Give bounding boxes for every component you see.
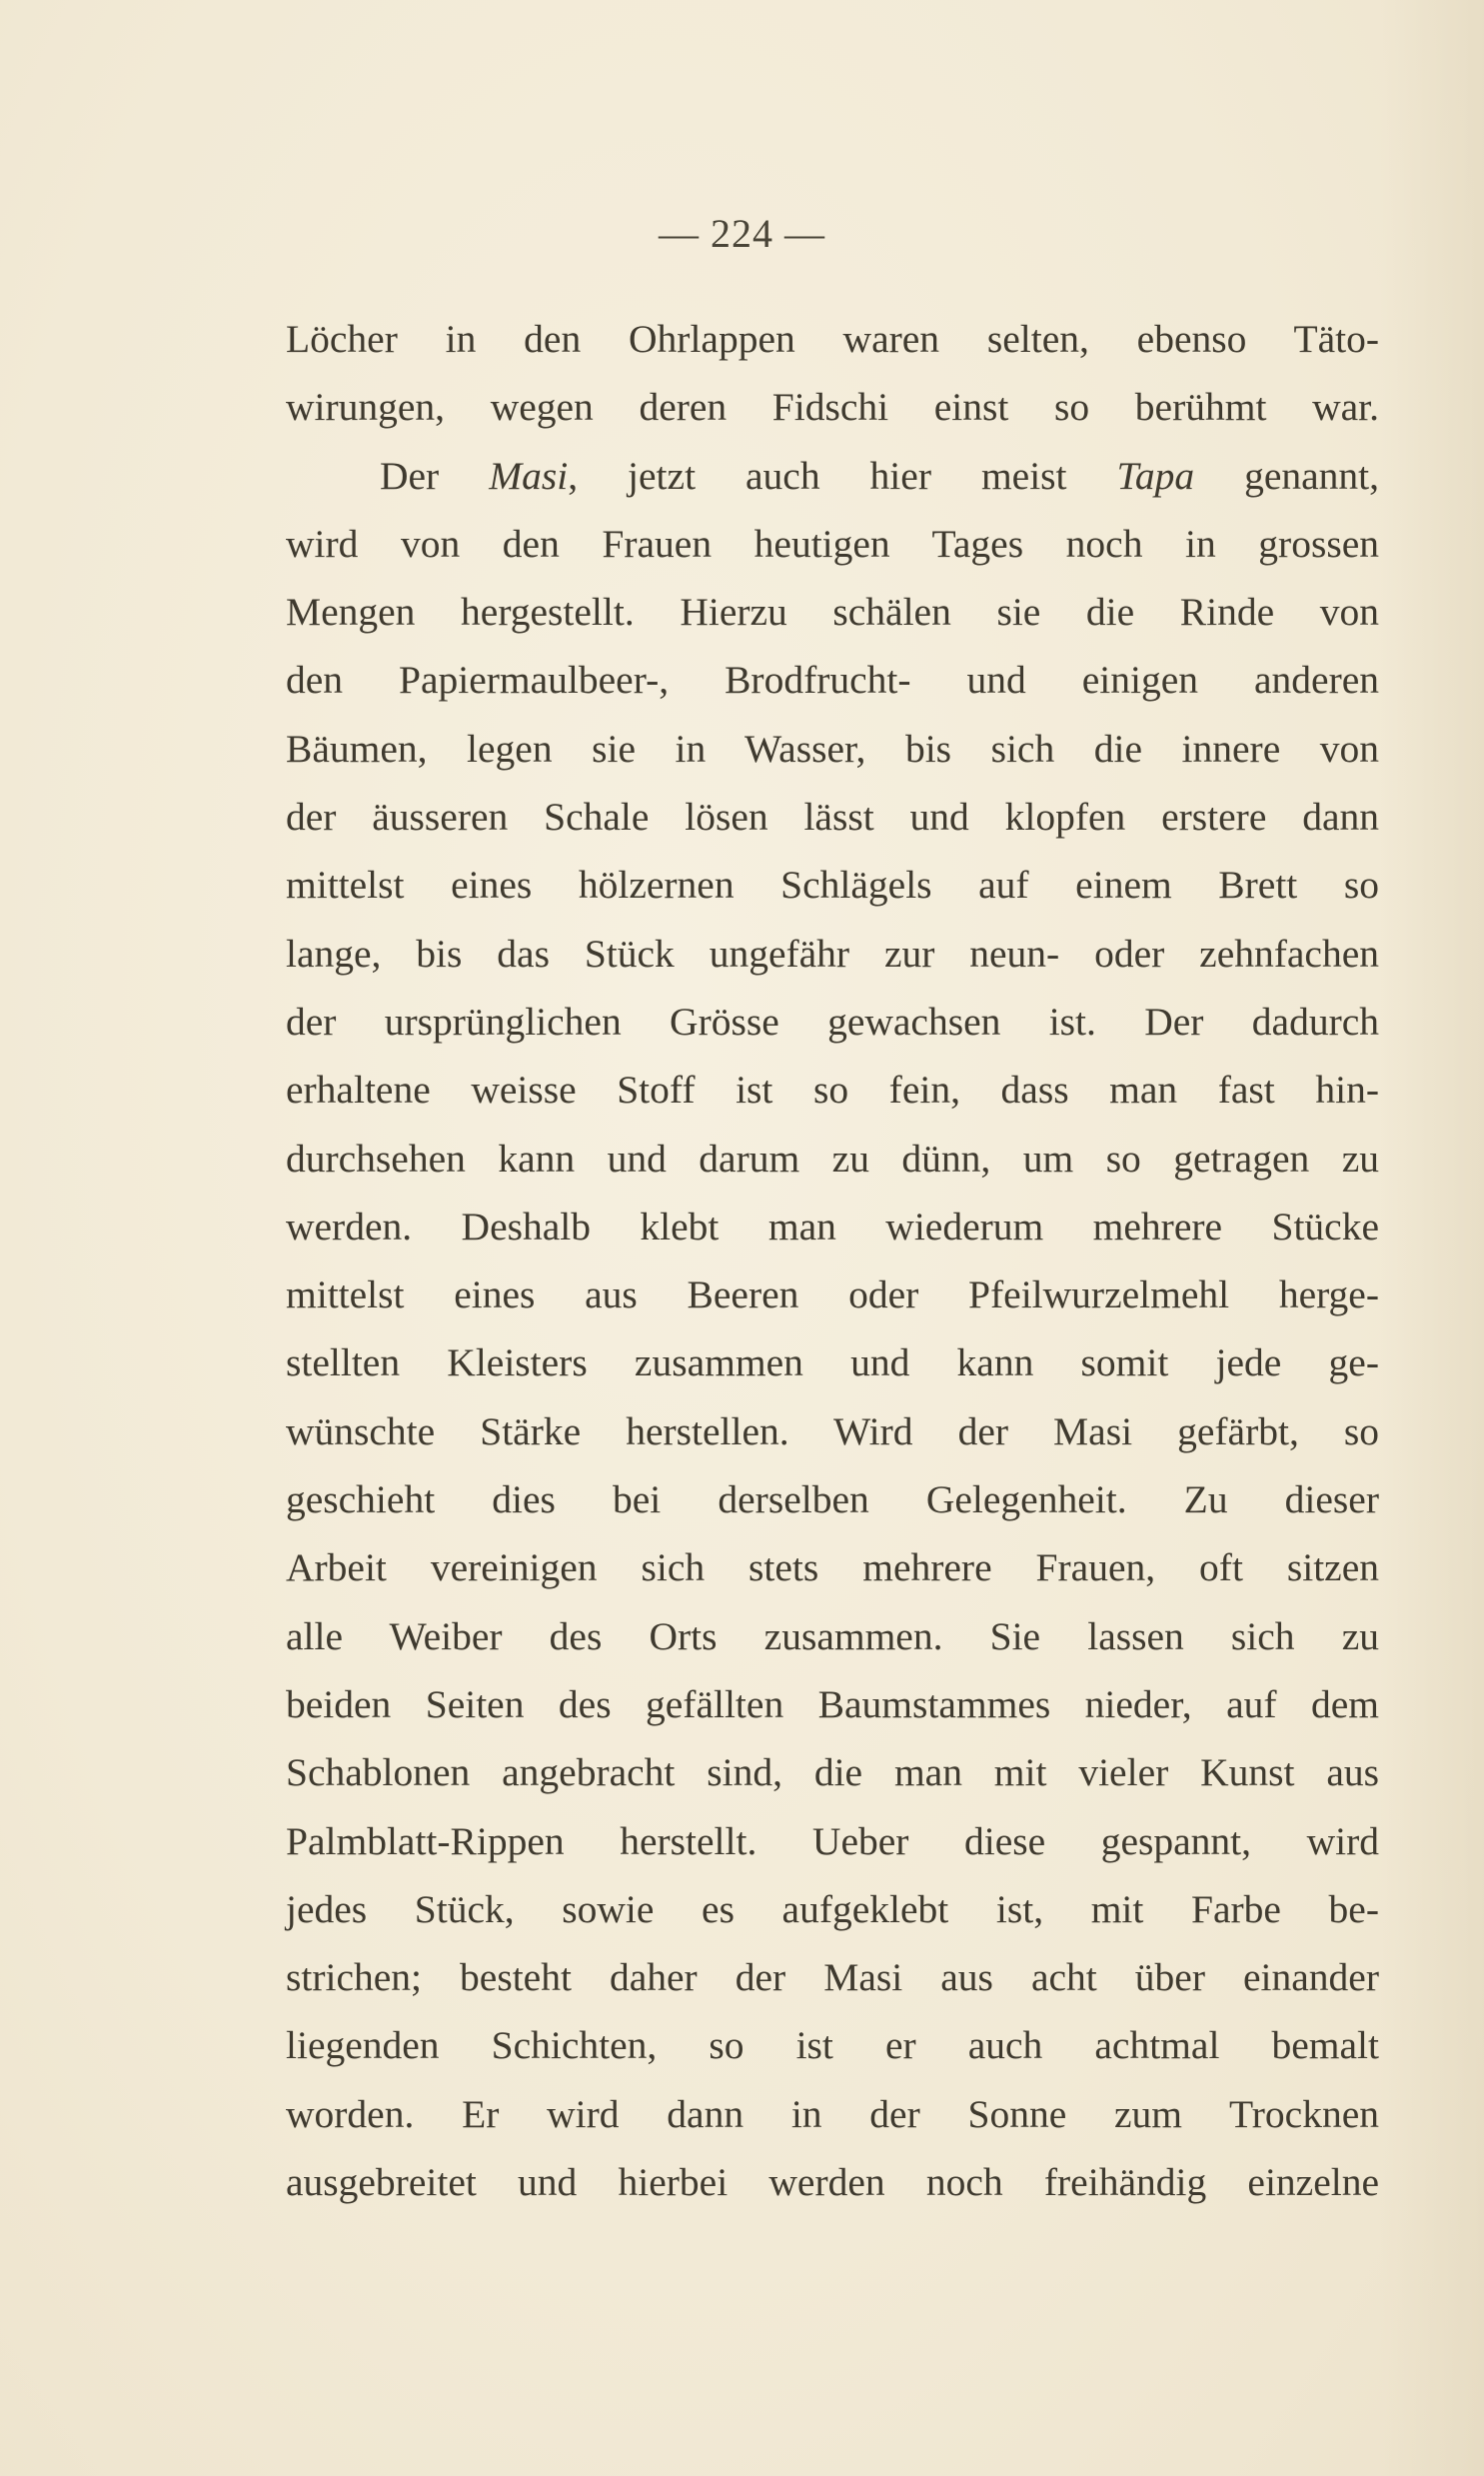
text-line: der äusseren Schale lösen lässt und klopfen erstere dann [286, 795, 1379, 840]
text-line: Bäumen, legen sie in Wasser, bis sich die innere von [286, 726, 1379, 771]
text-line: durchsehen kann und darum zu dünn, um so getragen zu [286, 1136, 1379, 1181]
text-line: strichen; besteht daher der Masi aus acht über einander [286, 1955, 1379, 2000]
text-line: mittelst eines hölzernen Schlägels auf einem Brett so [286, 863, 1379, 908]
italic-term-masi: Masi [489, 453, 569, 498]
text-segment: genannt, [1194, 453, 1380, 498]
text-line: liegenden Schichten, so ist er auch achtmal bemalt [286, 2023, 1379, 2068]
text-line: wird von den Frauen heutigen Tages noch in grossen [286, 521, 1379, 566]
body-text [286, 305, 1379, 2216]
text-line: stellten Kleisters zusammen und kann somit jede ge- [286, 1340, 1379, 1385]
italic-term-tapa: Tapa [1116, 453, 1195, 498]
text-line: ausgebreitet und hierbei werden noch freihändig einzelne [286, 2160, 1379, 2205]
text-line: Mengen hergestellt. Hierzu schälen sie die Rinde von [286, 590, 1379, 635]
text-line: Löcher in den Ohrlappen waren selten, ebenso Täto- [286, 317, 1379, 361]
text-line: jedes Stück, sowie es aufgeklebt ist, mit Farbe be- [286, 1886, 1379, 1931]
text-line: erhaltene weisse Stoff ist so fein, dass man fast hin- [286, 1068, 1379, 1113]
text-line: Arbeit vereinigen sich stets mehrere Frauen, oft sitzen [286, 1545, 1379, 1590]
text-line: der ursprünglichen Grösse gewachsen ist. Der dadurch [286, 999, 1379, 1044]
text-line: geschieht dies bei derselben Gelegenheit. Zu dieser [286, 1477, 1379, 1522]
text-line: mittelst eines aus Beeren oder Pfeilwurzelmehl herge- [286, 1272, 1379, 1317]
text-line: Schablonen angebracht sind, die man mit vieler Kunst aus [286, 1750, 1379, 1795]
text-line: wirungen, wegen deren Fidschi einst so berühmt war. [286, 385, 1379, 430]
text-segment: Der [380, 453, 490, 498]
page-number: — 224 — [659, 211, 825, 256]
text-line: werden. Deshalb klebt man wiederum mehrere Stücke [286, 1204, 1379, 1248]
text-line: beiden Seiten des gefällten Baumstammes nieder, auf dem [286, 1681, 1379, 1726]
text-line: alle Weiber des Orts zusammen. Sie lassen sich zu [286, 1613, 1379, 1658]
text-segment: , jetzt auch hier meist [568, 453, 1117, 498]
text-line: Palmblatt-Rippen herstellt. Ueber diese gespannt, wird [286, 1818, 1379, 1863]
text-line: wünschte Stärke herstellen. Wird der Masi gefärbt, so [286, 1408, 1379, 1453]
text-line: den Papiermaulbeer-, Brodfrucht- und einigen anderen [286, 658, 1379, 703]
text-line: worden. Er wird dann in der Sonne zum Trocknen [286, 2091, 1379, 2136]
text-line: lange, bis das Stück ungefähr zur neun- oder zehnfachen [286, 931, 1379, 976]
text-line [286, 442, 1379, 510]
